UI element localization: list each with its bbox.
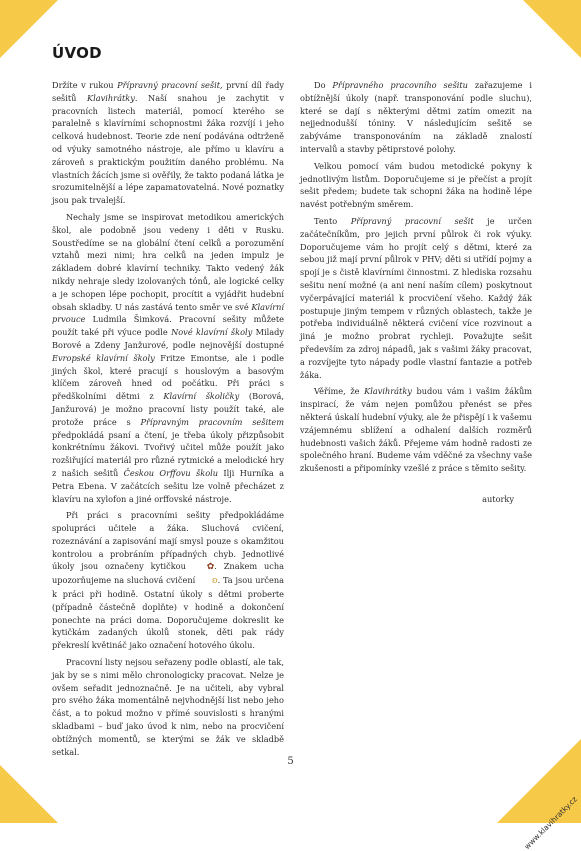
- text-run: Velkou pomocí vám budou metodické pokyny k jednotlivým listům. Doporučujeme si je přečíst a projít sešit předem; budete tak schopni žáka na hodině lépe navést potřebným směrem.: [300, 160, 532, 210]
- ear-icon: ʚ: [212, 576, 218, 587]
- body-text: [52, 79, 532, 759]
- body-paragraph: [52, 509, 284, 652]
- corner-decoration-bottom-left: [0, 765, 58, 823]
- body-paragraph: [300, 79, 532, 156]
- text-run: Pracovní listy nejsou seřazeny podle oblastí, ale tak, jak by se s nimi mělo chronologicky pracovat. Nelze je ovšem seřadit jednoznačně. Je na učiteli, aby vybral pro svého žáka momentálně nejvhodnější list nebo jeho část, a to pokud možno v přímé souvislosti s hranými skladbami – buď jako úvod k nim, nebo na procvičení obtížných momentů, se kterými se žák ve skladbě setkal.: [52, 657, 284, 757]
- text-run: , první díl řady sešitů: [52, 80, 284, 103]
- text-run: předpokládá psaní a čtení, je třeba úkoly přizpůsobit konkrétnímu žákovi. Tvořivý učitel může použít jako rozšiřující materiál pro různé rytmické a melodické hry z našich sešitů: [52, 429, 284, 478]
- page-number: 5: [287, 756, 294, 767]
- emphasized-title: Přípravného pracovního sešitu: [332, 80, 468, 90]
- text-run: Milady Borové a Zdeny Janžurové, podle nejnovější dostupné: [52, 327, 284, 350]
- emphasized-title: Klavihrátky: [87, 92, 135, 103]
- emphasized-title: Klavírní školičky: [163, 391, 240, 402]
- authors-signature: autorky: [482, 493, 514, 504]
- text-run: Ludmila Šimková. Pracovní sešity můžete použít také při výuce podle: [52, 314, 284, 338]
- body-paragraph: [52, 211, 284, 505]
- emphasized-title: Přípravný pracovní sešit: [350, 215, 474, 226]
- emphasized-title: Přípravným pracovním sešitem: [140, 416, 284, 427]
- body-paragraph: [300, 385, 532, 475]
- body-paragraph: [300, 215, 532, 381]
- text-run: . Naší snahou je zachytit v pracovních listech materiál, pomocí kterého se paralelně s klavírními schopnostmi žáka rozvíjí i jeho celková hudebnost. Teorie zde není podávána odtrženě od výuky samotného nástroje, ale přímo u klavíru a zároveň s praktickým použitím daného problému. Na vlastních žácích jsme si ověřily, že takto podaná látka je srozumitelnější a lépe zapamatovatelná. Nové poznatky jsou pak trvalejší.: [52, 92, 284, 206]
- body-paragraph: [300, 160, 532, 211]
- corner-decoration-top-left: [0, 0, 58, 58]
- text-run: zařazujeme i obtížnější úkoly (např. transponování podle sluchu), které se dají s některými dětmi zatím omezit na nejjednodušší tóniny. V následujícím sešitě se zabýváme transponováním na základě znalostí intervalů a stavby pětiprstové polohy.: [300, 80, 532, 154]
- flower-icon: ✿: [206, 562, 215, 573]
- text-run: Fritze Emontse, ale i podle jiných škol, které pracují s houslovým a basovým klíčem zároveň hned od počátku. Při práci s předškolními dětmi z: [52, 352, 284, 402]
- text-run: . Ta jsou určena k práci při hodině. Ostatní úkoly s dětmi proberte (případně částečně doplňte) v hodině a dokončení ponechte na práci doma. Doporučujeme dokreslit ke kytičkám zadaných úkolů stonek, děti pak rády překreslí květináč jako označení hotového úkolu.: [52, 575, 284, 651]
- text-run: . Znakem ucha upozorňujeme na sluchová cvičení: [52, 561, 285, 586]
- emphasized-title: Klavírní prvouce: [52, 301, 284, 325]
- text-run: Do: [314, 80, 333, 90]
- body-paragraph: [52, 656, 284, 758]
- emphasized-title: Evropské klavírní školy: [52, 352, 155, 363]
- website-watermark: www.klavihratky.cz: [522, 794, 579, 851]
- emphasized-title: Českou Orffovu školu: [123, 467, 219, 478]
- text-run: Držíte v rukou: [52, 80, 118, 90]
- text-run: Nechaly jsme se inspirovat metodikou amerických škol, ale podobně jsou vedeny i děti v Rusku. Soustředíme se na globální čtení celků a porozumění vztahů mezi nimi; hra celků na jeden impulz je základem dobré klavírní techniky. Takto vedený žák nikdy nehraje sledy izolovaných tónů, ale logické celky a je schopen lépe pochopit, procítit a vyjádřit hudební obsah skladby. U nás zastává tento směr ve své: [52, 211, 284, 312]
- emphasized-title: Přípravný pracovní sešit: [117, 80, 220, 90]
- text-run: (Borová, Janžurová) je možno pracovní listy použít také, ale protože práce s: [52, 391, 284, 427]
- page-title: ÚVOD: [52, 44, 102, 62]
- text-run: je určen začátečníkům, pro jejich první půlrok či rok výuky. Doporučujeme vám ho projít celý s dětmi, které za sebou již mají první půlrok v PHV; děti si utřídí pojmy a spojí je s čistě klavírními činnostmi. Z hlediska rozsahu sešitu není možné (a ani není naším cílem) poskytnout vyčerpávající materiál k procvičení všeho. Každý žák postupuje jiným tempem v různých oblastech, takže je potřeba individuálně některá cvičení více rozvinout a jiná je možno probrat rychleji. Považujte sešit především za zdroj nápadů, jak s vašimi žáky pracovat, a rozvíjejte tyto nápady podle vlastní fantazie a potřeb žáka.: [300, 215, 533, 380]
- text-run: Při práci s pracovními sešity předpokládáme spolupráci učitele a žáka. Sluchová cvičení, rozeznávání a zapisování mají smysl pouze s okamžitou kontrolou a probráním případných chyb. Jednotlivé úkoly jsou označeny kytičkou: [52, 510, 284, 572]
- body-paragraph: [52, 79, 284, 207]
- corner-decoration-top-right: [523, 0, 581, 58]
- text-run: Věříme, že: [314, 386, 365, 397]
- text-run: Ilji Hurníka a Petra Ebena. V začátcích sešitu lze volně přecházet z klavíru na xylofon a jiné orffovské nástroje.: [52, 467, 284, 504]
- emphasized-title: Nové klavírní školy: [171, 327, 253, 338]
- text-run: budou vám i vašim žákům inspirací, že vám nejen pomůžou přenést se přes některá úskalí hudební výuky, ale že přispějí i k vašemu vzájemnému sblížení a odhalení dalších rozměrů hudebnosti vašich žáků. Přejeme vám hodně radosti ze společného hraní. Budeme vám vděčné za všechny vaše zkušenosti a připomínky vzešlé z práce s těmito sešity.: [300, 386, 532, 474]
- text-run: Tento: [314, 215, 351, 226]
- emphasized-title: Klavihrátky: [364, 386, 412, 397]
